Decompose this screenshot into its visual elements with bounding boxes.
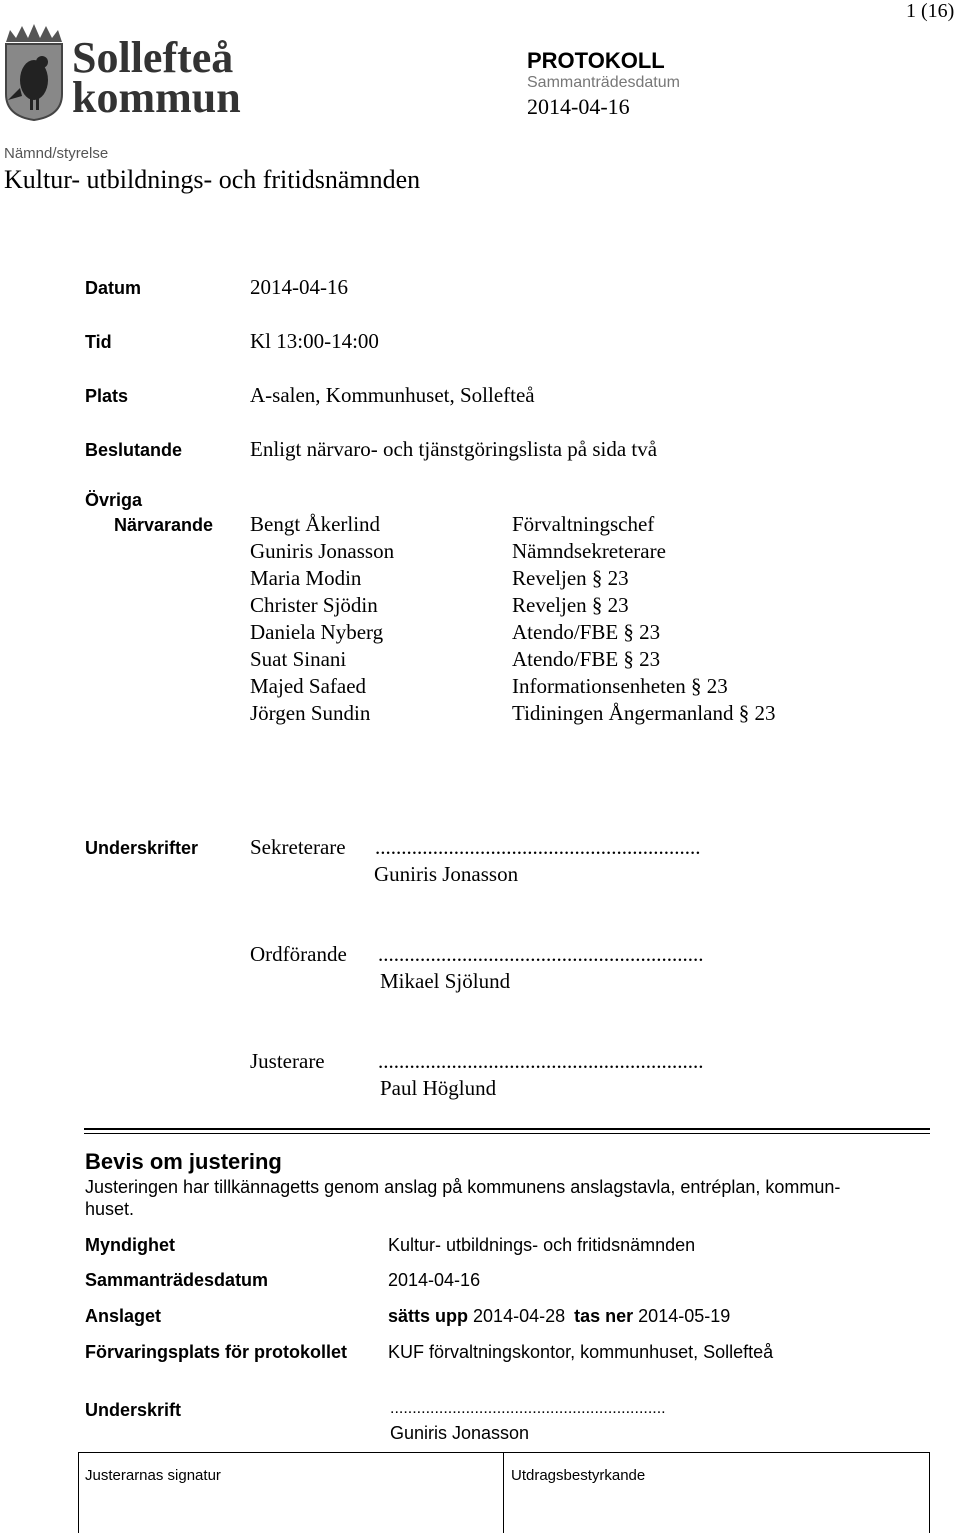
forvaringsplats-value: KUF förvaltningskontor, kommunhuset, Sollefteå xyxy=(388,1342,774,1362)
attendee-role: Reveljen § 23 xyxy=(512,566,629,590)
underskrifter-label: Underskrifter xyxy=(85,838,199,858)
plats-label: Plats xyxy=(85,386,129,406)
tas-ner-date: 2014-05-19 xyxy=(638,1306,731,1326)
bevis-text-line2: huset. xyxy=(85,1199,135,1219)
attendee-role: Reveljen § 23 xyxy=(512,593,629,617)
satts-upp-label: sätts upp xyxy=(388,1306,469,1326)
justerare-signature-line: .............................................................. xyxy=(378,1049,704,1073)
beslutande-label: Beslutande xyxy=(85,440,183,460)
sekreterare-label: Sekreterare xyxy=(250,835,346,859)
attendee-role: Förvaltningschef xyxy=(512,512,655,536)
myndighet-value: Kultur- utbildnings- och fritidsnämnden xyxy=(388,1235,696,1255)
attendee-name: Guniris Jonasson xyxy=(250,539,395,563)
attendee-role: Atendo/FBE § 23 xyxy=(512,647,661,671)
datum-value: 2014-04-16 xyxy=(250,275,348,299)
tid-label: Tid xyxy=(85,332,112,352)
sekreterare-name: Guniris Jonasson xyxy=(374,862,519,886)
attendee-name: Maria Modin xyxy=(250,566,362,590)
attendee-name: Suat Sinani xyxy=(250,647,347,671)
tid-value: Kl 13:00-14:00 xyxy=(250,329,379,353)
logo-line1: Sollefteå xyxy=(72,33,234,82)
datum-label: Datum xyxy=(85,278,142,298)
beslutande-value: Enligt närvaro- och tjänstgöringslista på sida två xyxy=(250,437,658,461)
logo-line2: kommun xyxy=(72,73,241,122)
narvarande-label: Närvarande xyxy=(114,515,214,535)
footer-divider xyxy=(503,1453,504,1533)
sammantradesdatum-label: Sammanträdesdatum xyxy=(85,1270,269,1290)
utdragsbestyrkande-label: Utdragsbestyrkande xyxy=(511,1467,646,1484)
bevis-text-line1: Justeringen har tillkännagetts genom anslag på kommunens anslagstavla, entréplan, kommun- xyxy=(85,1177,841,1197)
ordforande-label: Ordförande xyxy=(250,942,347,966)
underskrift-name: Guniris Jonasson xyxy=(390,1423,530,1443)
page-number: 1 (16) xyxy=(906,0,955,22)
forvaringsplats-label: Förvaringsplats för protokollet xyxy=(85,1342,348,1362)
protocol-subtitle: Sammanträdesdatum xyxy=(527,74,680,91)
ordforande-name: Mikael Sjölund xyxy=(380,969,511,993)
attendee-name: Majed Safaed xyxy=(250,674,367,698)
satts-upp-date: 2014-04-28 xyxy=(473,1306,566,1326)
justerare-name: Paul Höglund xyxy=(380,1076,497,1100)
attendee-role: Atendo/FBE § 23 xyxy=(512,620,661,644)
anslaget-label: Anslaget xyxy=(85,1306,162,1326)
municipal-crest-icon xyxy=(2,22,66,122)
org-name: Kultur- utbildnings- och fritidsnämnden xyxy=(4,165,421,194)
sekreterare-signature-line: .............................................................. xyxy=(375,835,701,859)
section-divider-thin xyxy=(84,1133,930,1134)
protocol-title: PROTOKOLL xyxy=(527,48,665,73)
section-divider xyxy=(84,1128,930,1130)
footer-signature-box xyxy=(78,1452,930,1533)
plats-value: A-salen, Kommunhuset, Sollefteå xyxy=(250,383,535,407)
attendee-name: Bengt Åkerlind xyxy=(250,512,381,536)
attendee-role: Informationsenheten § 23 xyxy=(512,674,728,698)
ovriga-label: Övriga xyxy=(85,490,143,510)
anslaget-row xyxy=(388,1306,730,1327)
underskrift-signature-line: .............................................................. xyxy=(390,1400,666,1417)
attendee-name: Jörgen Sundin xyxy=(250,701,371,725)
tas-ner-label: tas ner xyxy=(574,1306,634,1326)
org-label: Nämnd/styrelse xyxy=(4,145,109,162)
sammantradesdatum-value: 2014-04-16 xyxy=(388,1270,481,1290)
attendee-role: Nämndsekreterare xyxy=(512,539,666,563)
justerarnas-signatur-label: Justerarnas signatur xyxy=(85,1467,221,1484)
protocol-date: 2014-04-16 xyxy=(527,94,630,119)
attendee-name: Christer Sjödin xyxy=(250,593,378,617)
logo-wordmark xyxy=(72,33,272,122)
attendee-role: Tidiningen Ångermanland § 23 xyxy=(512,701,776,725)
ordforande-signature-line: .............................................................. xyxy=(378,942,704,966)
justerare-label: Justerare xyxy=(250,1049,325,1073)
bevis-title: Bevis om justering xyxy=(85,1149,282,1174)
attendee-name: Daniela Nyberg xyxy=(250,620,384,644)
underskrift-label: Underskrift xyxy=(85,1400,182,1420)
myndighet-label: Myndighet xyxy=(85,1235,175,1255)
